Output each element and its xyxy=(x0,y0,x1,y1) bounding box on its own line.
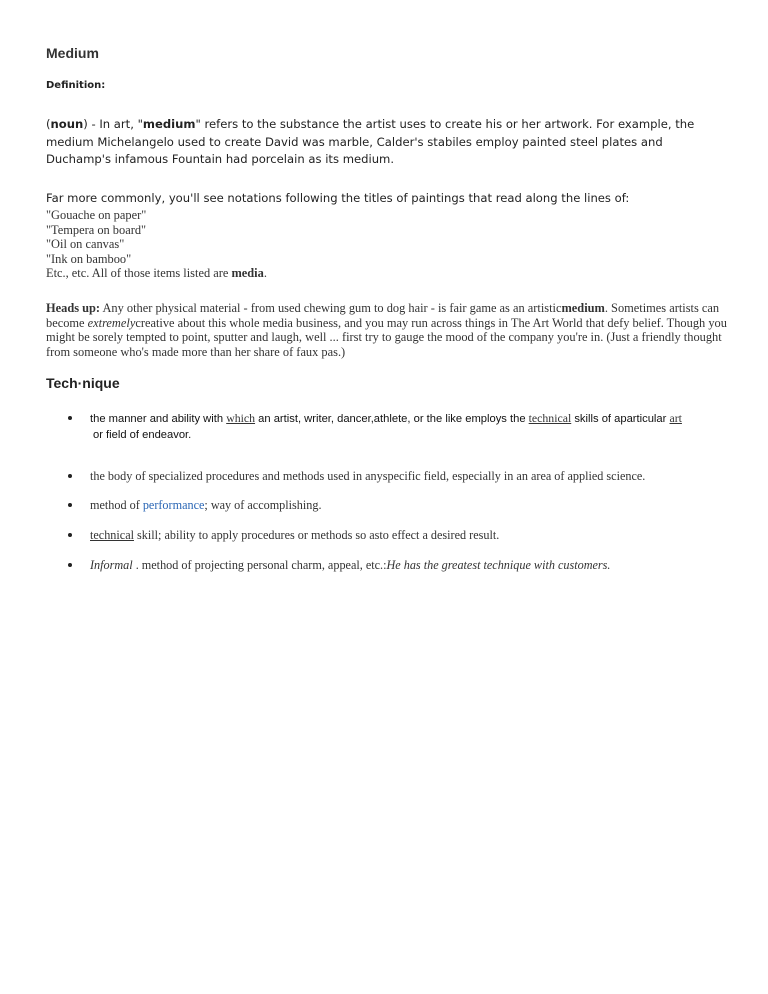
bullet-text-part: method of xyxy=(90,498,143,512)
noun-after: ) - In art, " xyxy=(83,117,143,131)
heads-up-extremely: extremely xyxy=(87,315,136,330)
etc-text: Etc., etc. All of those items listed are xyxy=(46,266,232,281)
informal-label: Informal xyxy=(90,558,133,572)
bullet-text xyxy=(90,411,730,443)
medium-word: medium xyxy=(142,117,196,131)
heads-up-text-1: Any other physical material - from used chewing gum to dog hair - is fair game as an artistic xyxy=(100,301,562,315)
bullet-text: the body of specialized procedures and methods used in anyspecific field, especially in an area of applied science. xyxy=(90,469,646,483)
heads-up-text-3: creative about this whole media business, and you may run across things in The Art World that defy belief. Though you might be sorely tempted to point, sputter and laugh, well ... first try to gauge the mood of the company you're in. (Just a friendly thought from someone who's made more than her share of faux pas.) xyxy=(46,315,727,359)
media-example: "Gouache on paper" xyxy=(46,208,147,222)
heads-up-text-2: . Sometimes artists can become xyxy=(46,301,720,330)
media-examples-list xyxy=(46,208,267,281)
bullet-dot xyxy=(68,503,72,507)
heads-up-paragraph xyxy=(46,301,736,359)
media-example: "Tempera on board" xyxy=(46,222,147,237)
heads-up-label: Heads up: xyxy=(46,301,101,315)
bullet-text-part: the manner and ability with xyxy=(90,413,227,425)
technical-link[interactable]: technical xyxy=(528,411,572,425)
bullet-dot xyxy=(68,474,72,478)
heads-up-medium: medium xyxy=(561,301,605,315)
bullet-text-part: skills of aparticular xyxy=(571,413,670,425)
art-link[interactable]: art xyxy=(669,411,682,425)
bullet-text-part: way of accomplishing. xyxy=(207,498,322,512)
bullet-text xyxy=(90,498,730,513)
paren-open: ( xyxy=(46,117,51,131)
media-word: media xyxy=(231,266,264,281)
etc-line xyxy=(46,266,267,281)
which-link[interactable]: which xyxy=(226,411,256,425)
bullet-dot xyxy=(68,416,72,420)
example-sentence: He has the greatest technique with customers. xyxy=(386,558,611,572)
noun-rest: " refers to the substance the artist uses to create his or her artwork. For example, the medium Michelangelo used to create David was marble, Calder's stabiles employ painted steel plates and Duchamp's infamous Fountain had porcelain as its medium. xyxy=(46,117,695,166)
bullet-dot xyxy=(68,563,72,567)
etc-end: . xyxy=(263,266,267,281)
bullet-text-part: skill; ability to apply procedures or methods so asto effect a desired result. xyxy=(133,528,500,542)
bullet-text-part: or field of endeavor. xyxy=(93,429,192,441)
definition-label: Definition: xyxy=(46,80,106,91)
bullet-text-part: ; xyxy=(204,498,208,512)
bullet-text xyxy=(90,558,730,573)
bullet-text xyxy=(90,528,730,543)
media-example: "Ink on bamboo" xyxy=(46,251,132,266)
technique-heading: Tech·nique xyxy=(46,375,120,391)
bullet-dot xyxy=(68,533,72,537)
medium-heading: Medium xyxy=(46,45,99,61)
media-example: "Oil on canvas" xyxy=(46,237,125,252)
technical-link[interactable]: technical xyxy=(90,528,134,542)
far-more-paragraph: Far more commonly, you'll see notations following the titles of paintings that read along the lines of: xyxy=(46,191,630,205)
bullet-text-part: an artist, writer, dancer,athlete, or the like employs the xyxy=(255,413,529,425)
bullet-text-part: . method of projecting personal charm, appeal, etc.: xyxy=(132,558,387,572)
noun-definition-paragraph xyxy=(46,116,726,169)
noun-word: noun xyxy=(50,117,84,131)
performance-link[interactable]: performance xyxy=(142,498,205,512)
